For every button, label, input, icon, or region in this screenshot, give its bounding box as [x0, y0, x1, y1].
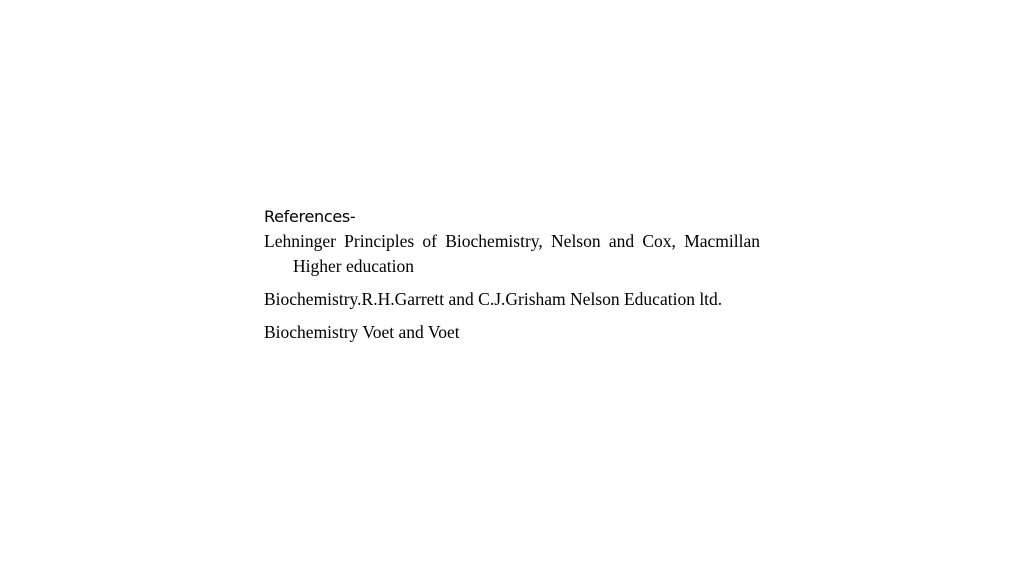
references-heading: References- [264, 207, 356, 226]
reference-item: Lehninger Principles of Biochemistry, Nelson and Cox, Macmillan Higher education [264, 231, 760, 276]
reference-item: Biochemistry Voet and Voet [264, 322, 460, 342]
references-list [264, 229, 760, 345]
references-block [264, 205, 760, 353]
reference-item: Biochemistry.R.H.Garrett and C.J.Grisham Nelson Education ltd. [264, 289, 723, 309]
